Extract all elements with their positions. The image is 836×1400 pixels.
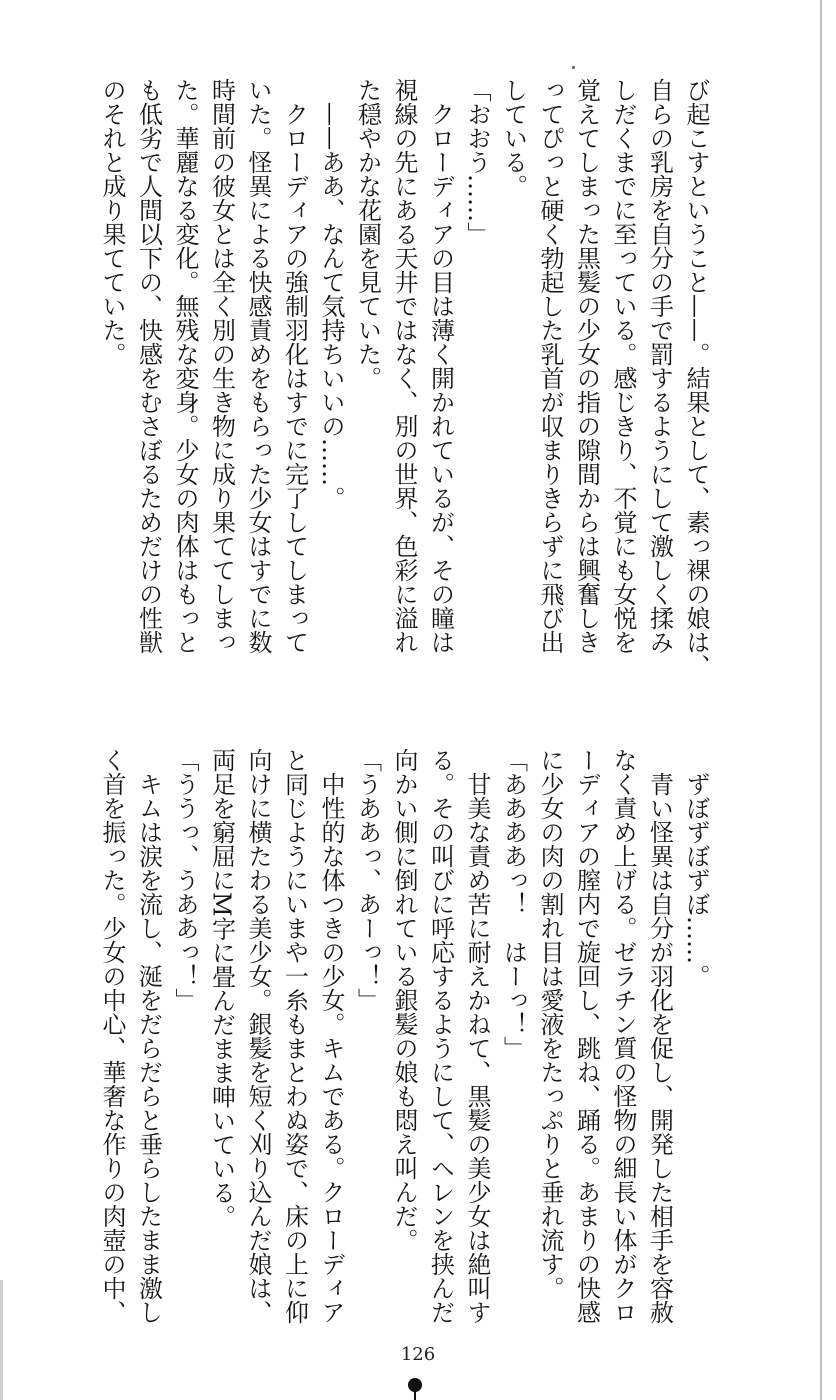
text-column: 視線の先にある天井ではなく、別の世界、色彩に溢れ [390,78,418,654]
text-column: 甘美な責め苦に耐えかねて、黒髪の美少女は絶叫す [463,748,491,1324]
text-column: る。その叫びに呼応するようにして、ヘレンを挟んだ [426,748,455,1324]
text-column: び起こすということ——。結果として、素っ裸の娘は、 [682,78,710,678]
text-column: 中性的な体つきの少女。キムである。クローディア [317,748,345,1324]
text-column: クローディアの強制羽化はすでに完了してしまって [280,78,309,654]
text-column: 両足を窮屈にM字に畳んだまま呻いている。 [207,748,236,1229]
scan-speck [572,66,575,69]
text-column: しだくまでに至っている。感じきり、不覚にも女悦を [609,78,637,654]
text-column: 青い怪異は自分が羽化を促し、開発した相手を容赦 [645,748,674,1324]
text-column: 向かい側に倒れている銀髪の娘も悶え叫んだ。 [390,748,418,1252]
text-column: のそれと成り果てていた。 [98,78,126,366]
text-column: 自らの乳房を自分の手で罰するようにして激しく揉み [645,78,674,654]
text-column: た穏やかな花園を見ていた。 [353,78,382,390]
text-column: ってぴっと硬く勃起した乳首が収まりきらずに飛び出 [536,78,564,654]
scan-edge-left [0,1280,3,1400]
lower-text-block [92,748,714,1338]
text-column: ずぼずぼずぼ……。 [682,748,710,988]
text-column: 「おおう……」 [463,78,491,246]
text-column: いた。怪異による快感責めをもらった少女はすでに数 [244,78,272,654]
page-number: 126 [400,1344,436,1365]
text-column: と同じようにいまや一糸もまとわぬ姿で、床の上に仰 [280,748,309,1324]
text-column: ーディアの膣内で旋回し、跳ね、踊る。あまりの快感 [572,748,601,1324]
text-column: た。華麗なる変化。無残な変身。少女の肉体はもっと [171,78,199,654]
text-column: なく責め上げる。ゼラチン質の怪物の細長い体がクロ [609,748,637,1324]
text-column: ——ああ、なんて気持ちいいの……。 [317,78,345,510]
text-column: している。 [499,78,528,198]
text-column: く首を振った。少女の中心、華奢な作りの肉壺の中、 [98,748,126,1324]
text-column: クローディアの目は薄く開かれているが、その瞳は [426,78,455,654]
scan-edge-right [820,0,822,1400]
upper-text-block [92,78,714,718]
text-column: 「うああっ、あーっ！」 [353,748,382,1012]
text-column: も低劣で人間以下の、快感をむさぼるためだけの性獣 [134,78,163,654]
text-column: 「ううっ、うああっ！」 [171,748,199,1012]
text-column: 覚えてしまった黒髪の少女の指の隙間からは興奮しき [572,78,601,654]
text-column: 向けに横たわる美少女。銀髪を短く刈り込んだ娘は、 [244,748,272,1324]
text-column: 「ああああっ！ はーっ！」 [499,748,528,1060]
text-column: 時間前の彼女とは全く別の生き物に成り果ててしまっ [207,78,236,654]
text-column: に少女の肉の割れ目は愛液をたっぷりと垂れ流す。 [536,748,564,1300]
page-marker-stem [414,1390,416,1400]
text-column: キムは涙を流し、涎をだらだらと垂らしたまま激し [134,748,163,1324]
